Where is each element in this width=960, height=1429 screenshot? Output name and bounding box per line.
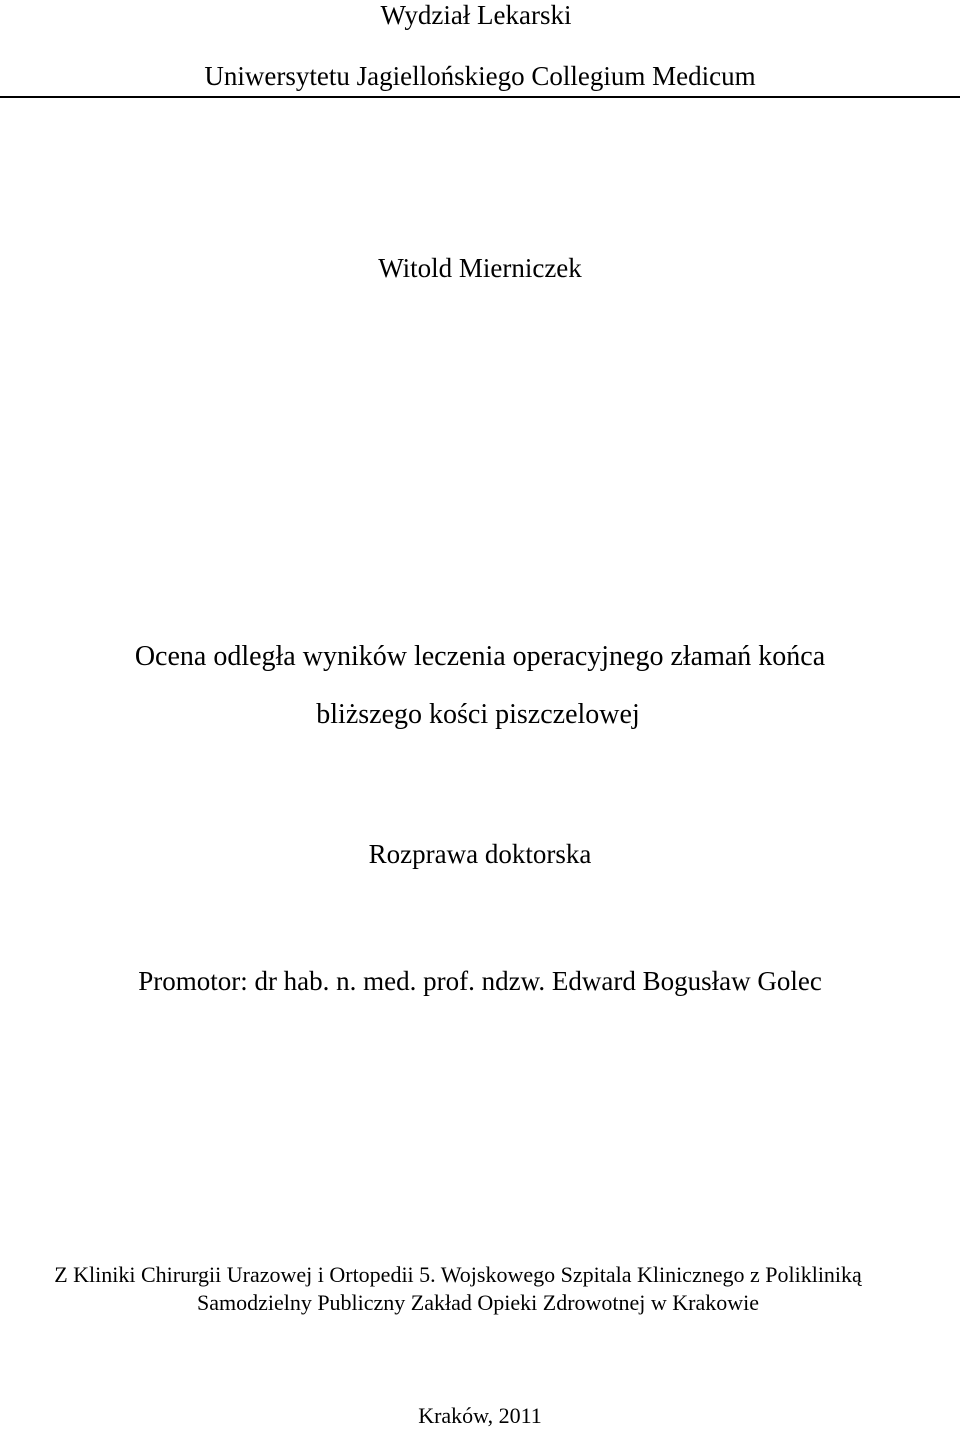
place-and-date: Kraków, 2011 bbox=[418, 1403, 542, 1428]
clinic-line-2: Samodzielny Publiczny Zakład Opieki Zdrowotnej w Krakowie bbox=[196, 1290, 760, 1315]
clinic-line-1: Z Kliniki Chirurgii Urazowej i Ortopedii 5. Wojskowego Szpitala Klinicznego z Polikliniką bbox=[54, 1262, 862, 1287]
thesis-title-line-1: Ocena odległa wyników leczenia operacyjnego złamań końca bbox=[134, 641, 826, 672]
promoter: Promotor: dr hab. n. med. prof. ndzw. Edward Bogusław Golec bbox=[138, 966, 822, 996]
thesis-title-line-2: bliższego kości piszczelowej bbox=[316, 699, 640, 730]
author-name: Witold Mierniczek bbox=[378, 253, 582, 283]
thesis-type: Rozprawa doktorska bbox=[368, 839, 592, 869]
university-name: Uniwersytetu Jagiellońskiego Collegium Medicum bbox=[204, 61, 756, 91]
faculty-name: Wydział Lekarski bbox=[380, 0, 572, 30]
header-divider bbox=[0, 96, 960, 98]
